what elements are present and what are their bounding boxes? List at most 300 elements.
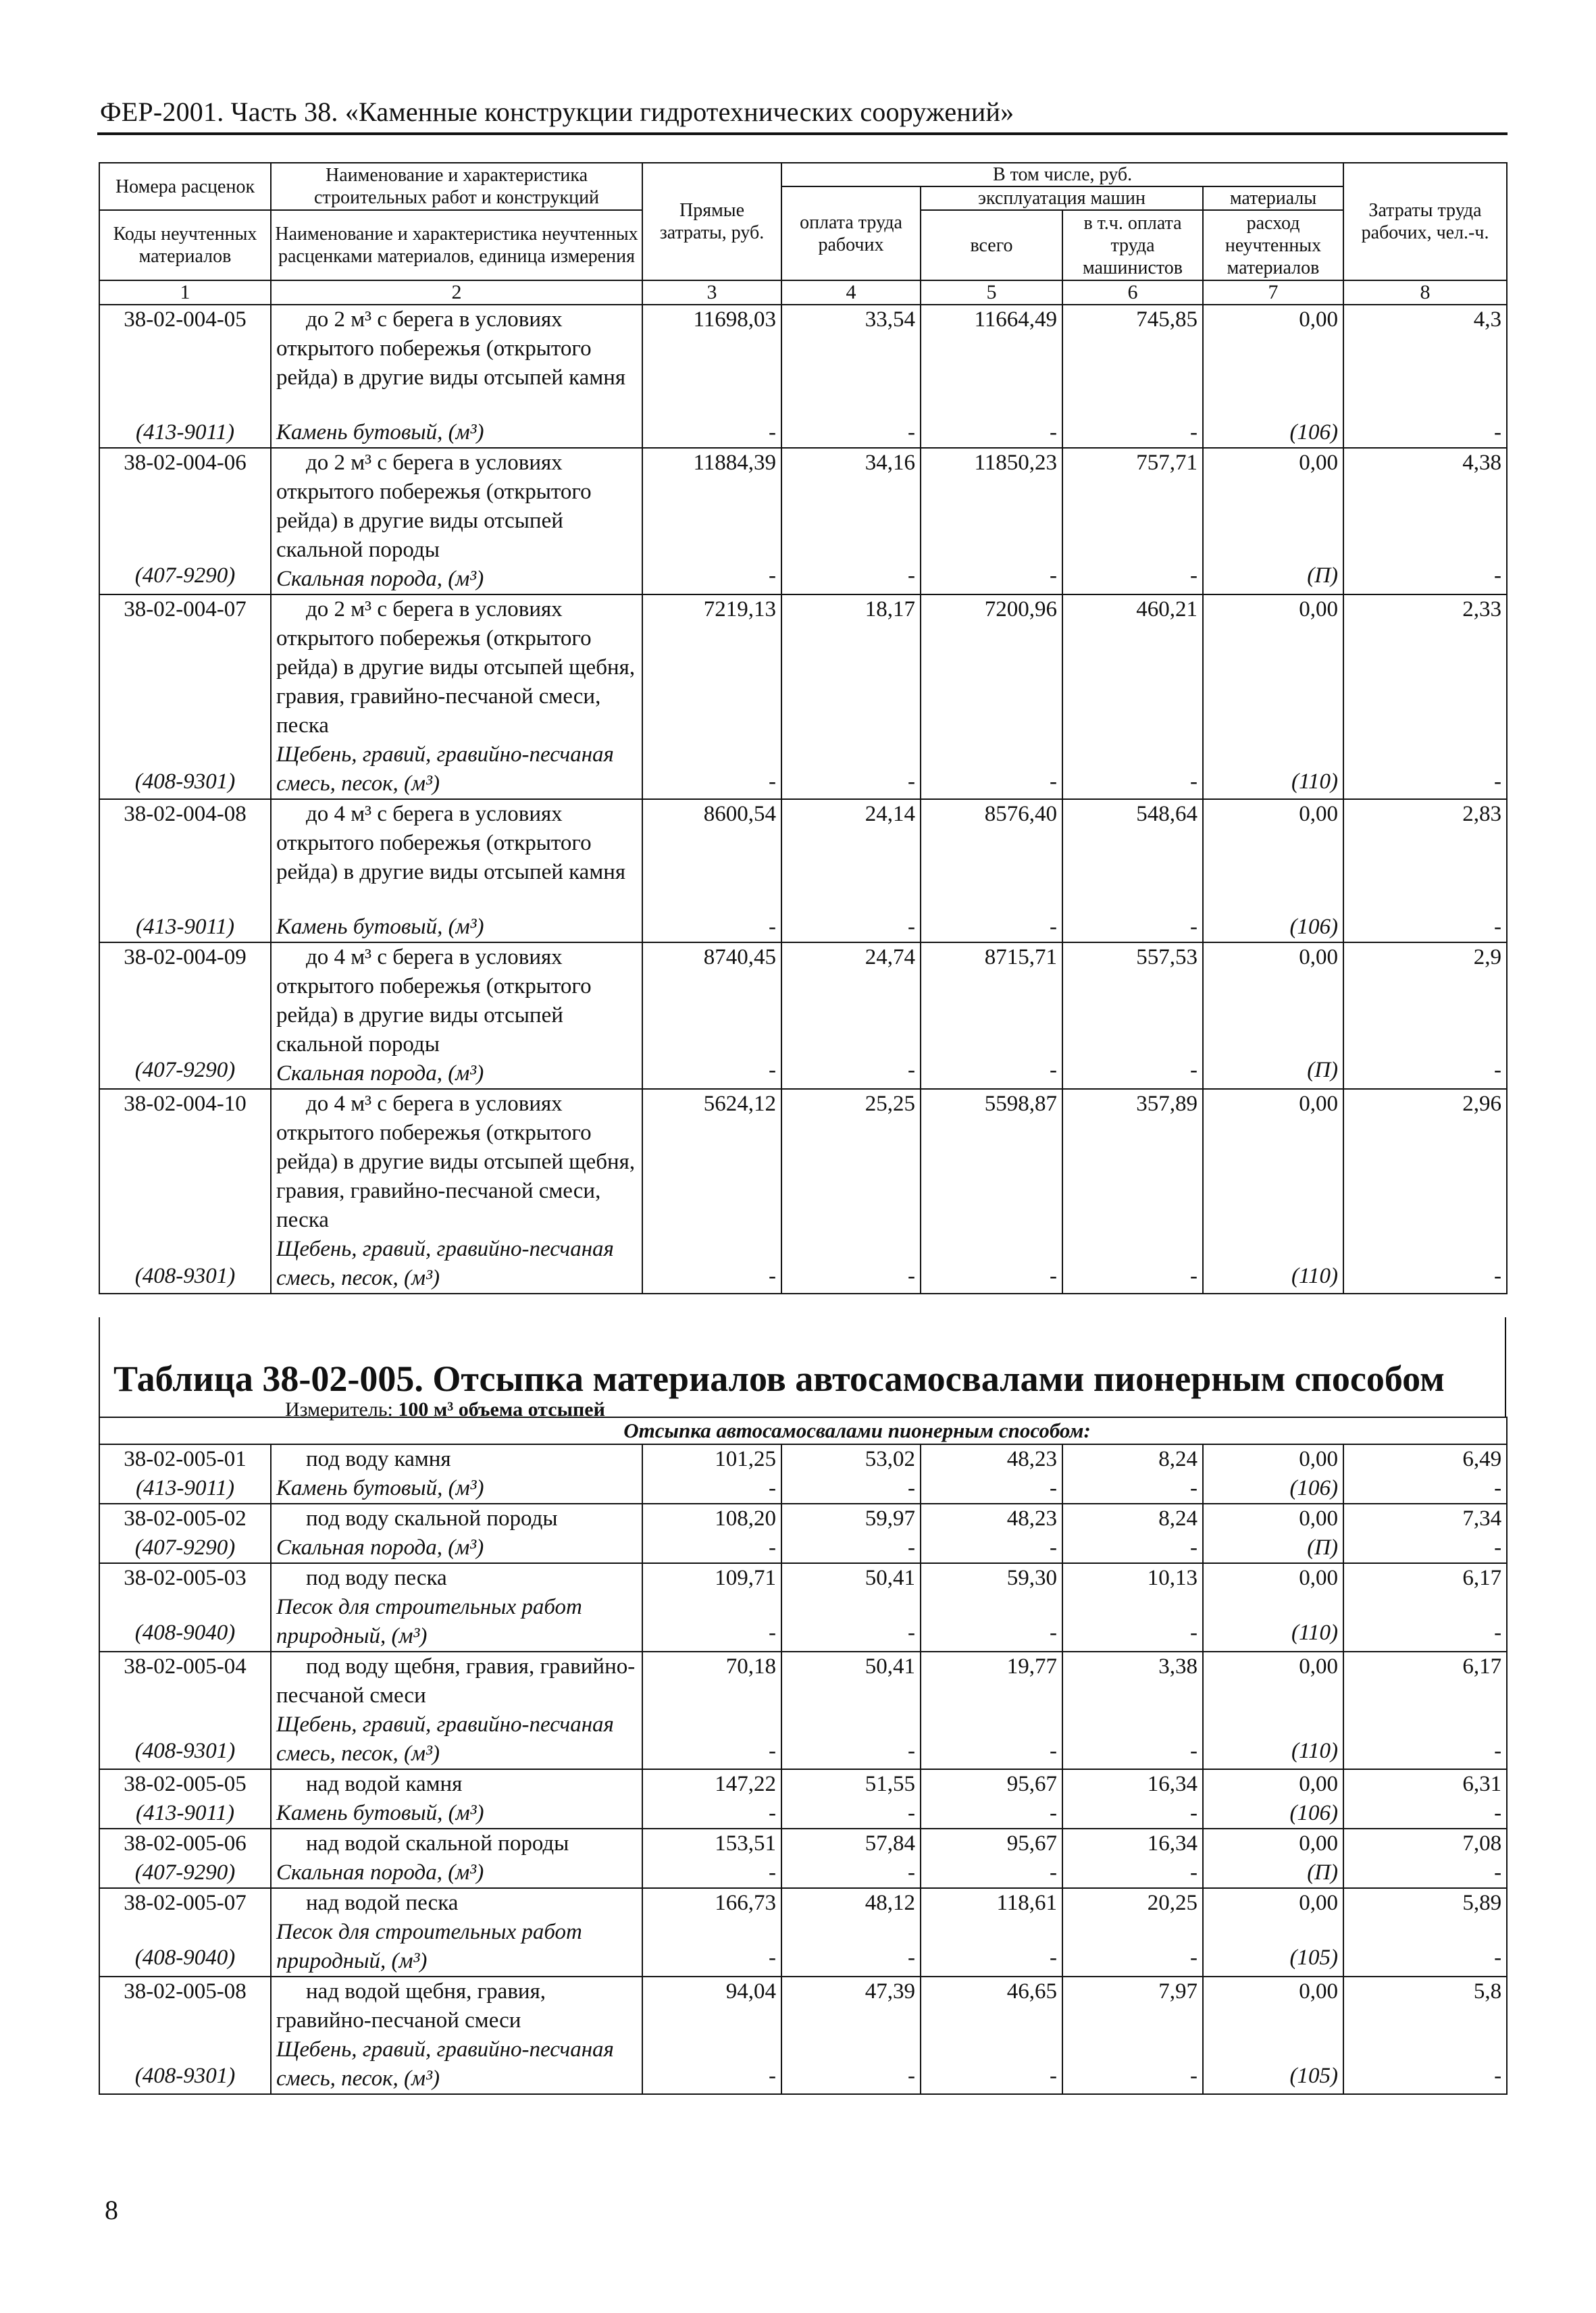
- machine-operators-cost: 8,24: [1158, 1447, 1198, 1471]
- rate-name-cell: [271, 1888, 642, 1977]
- dash: -: [908, 1860, 915, 1885]
- rate-row: [99, 799, 1507, 942]
- material-quantity: (106): [1289, 420, 1339, 444]
- machine-operators-cost-cell: [1062, 1769, 1203, 1829]
- rate-name: под воду камня: [306, 1447, 451, 1471]
- labor-cost-cell: [781, 594, 921, 799]
- labor-cost: 33,54: [865, 307, 915, 332]
- machines-total-cell: [921, 1504, 1062, 1563]
- rate-code: 38-02-005-07: [124, 1891, 247, 1915]
- rate-name-cell: [271, 1829, 642, 1888]
- labor-hours-cell: [1343, 1444, 1507, 1504]
- machine-operators-cost: 10,13: [1147, 1566, 1198, 1590]
- rate-code: 38-02-004-06: [124, 451, 247, 475]
- labor-hours: 4,3: [1473, 307, 1502, 332]
- labor-hours: 6,31: [1462, 1772, 1502, 1796]
- table-title: Таблица 38-02-005. Отсыпка материалов автосамосвалами пионерным способом: [113, 1358, 1445, 1399]
- direct-cost: 108,20: [715, 1506, 776, 1531]
- labor-cost-cell: [781, 942, 921, 1089]
- labor-cost: 57,84: [865, 1831, 915, 1856]
- material-name: Песок для строительных работ природный, (м³): [276, 1595, 582, 1648]
- labor-cost: 24,14: [865, 802, 915, 826]
- labor-hours: 4,38: [1462, 451, 1502, 475]
- machines-total: 8576,40: [984, 802, 1057, 826]
- machine-operators-cost: 357,89: [1136, 1092, 1198, 1116]
- dash: -: [908, 1801, 915, 1825]
- rate-name-cell: [271, 942, 642, 1089]
- dash: -: [908, 1535, 915, 1560]
- machine-operators-cost-cell: [1062, 1563, 1203, 1652]
- labor-cost: 25,25: [865, 1092, 915, 1116]
- labor-cost: 34,16: [865, 451, 915, 475]
- labor-cost-cell: [781, 1888, 921, 1977]
- rate-name-cell: [271, 1652, 642, 1769]
- dash: -: [1190, 915, 1198, 939]
- materials-cost: 0,00: [1299, 1831, 1338, 1856]
- material-quantity: (110): [1291, 1739, 1338, 1763]
- rate-name: до 2 м³ с берега в условиях открытого побережья (открытого рейда) в другие виды отсыпей камня: [276, 307, 626, 390]
- machines-total-cell: [921, 799, 1062, 942]
- machines-total: 11664,49: [974, 307, 1057, 332]
- direct-cost-cell: [642, 1504, 781, 1563]
- machines-total-cell: [921, 1652, 1062, 1769]
- rate-row: [99, 942, 1507, 1089]
- dash: -: [769, 420, 776, 444]
- machines-total-cell: [921, 1563, 1062, 1652]
- machine-operators-cost-cell: [1062, 799, 1203, 942]
- dash: -: [1050, 2064, 1057, 2088]
- labor-hours-cell: [1343, 594, 1507, 799]
- labor-cost-cell: [781, 1504, 921, 1563]
- machines-total: 48,23: [1006, 1506, 1057, 1531]
- dash: -: [1190, 1264, 1198, 1288]
- machine-operators-cost-cell: [1062, 1829, 1203, 1888]
- dash: -: [769, 1058, 776, 1082]
- dash: -: [1050, 563, 1057, 588]
- dash: -: [1190, 1739, 1198, 1763]
- dash: -: [1494, 915, 1502, 939]
- materials-header: материалы: [1203, 186, 1343, 210]
- labor-cost: 24,74: [865, 945, 915, 969]
- direct-cost-cell: [642, 942, 781, 1089]
- machine-operators-cost: 16,34: [1147, 1831, 1198, 1856]
- labor-hours: 2,9: [1473, 945, 1502, 969]
- machines-total: 118,61: [996, 1891, 1057, 1915]
- labor-cost-cell: [781, 448, 921, 594]
- material-code: (407-9290): [134, 1860, 236, 1885]
- dash: -: [1050, 1860, 1057, 1885]
- material-name: Щебень, гравий, гравийно-песчаная смесь, песок, (м³): [276, 742, 614, 796]
- material-name: Щебень, гравий, гравийно-песчаная смесь, песок, (м³): [276, 2037, 614, 2091]
- rate-code: 38-02-005-01: [124, 1447, 247, 1471]
- page-header: ФЕР-2001. Часть 38. «Каменные конструкции гидротехнических сооружений»: [100, 97, 1014, 127]
- rate-name: над водой скальной породы: [306, 1831, 569, 1856]
- rate-name: до 4 м³ с берега в условиях открытого побережья (открытого рейда) в другие виды отсыпей камня: [276, 802, 626, 884]
- dash: -: [1494, 1264, 1502, 1288]
- rate-code: 38-02-005-04: [124, 1654, 247, 1679]
- dash: -: [1050, 1535, 1057, 1560]
- dash: -: [1190, 2064, 1198, 2088]
- material-code: (407-9290): [134, 1535, 236, 1560]
- labor-hours-cell: [1343, 448, 1507, 594]
- dash: -: [769, 1801, 776, 1825]
- dash: -: [908, 1476, 915, 1500]
- rate-name-cell: [271, 594, 642, 799]
- labor-cost: 47,39: [865, 1979, 915, 2004]
- dash: -: [769, 1860, 776, 1885]
- rate-row: [99, 1444, 1507, 1504]
- rate-name-cell: [271, 1089, 642, 1294]
- material-code: (408-9040): [134, 1621, 236, 1645]
- materials-cost-cell: [1203, 1444, 1343, 1504]
- dash: -: [908, 1739, 915, 1763]
- machines-total-cell: [921, 1888, 1062, 1977]
- col3-header: Прямые затраты, руб.: [642, 163, 781, 280]
- dash: -: [1190, 1476, 1198, 1500]
- col1-header-bottom: Коды неучтенных материалов: [99, 210, 271, 280]
- materials-cost-cell: [1203, 1652, 1343, 1769]
- dash: -: [1494, 1621, 1502, 1645]
- machine-operators-cost: 16,34: [1147, 1772, 1198, 1796]
- dash: -: [769, 915, 776, 939]
- dash: -: [1190, 1621, 1198, 1645]
- material-quantity: (106): [1289, 915, 1339, 939]
- rate-code-cell: [99, 1652, 271, 1769]
- header-rule: [97, 132, 1508, 135]
- material-quantity: (110): [1291, 1621, 1338, 1645]
- labor-cost-cell: [781, 1652, 921, 1769]
- rate-name: под воду щебня, гравия, гравийно-песчаной смеси: [276, 1654, 636, 1708]
- dash: -: [908, 563, 915, 588]
- material-quantity: (106): [1289, 1476, 1338, 1500]
- col-number: 4: [781, 280, 921, 305]
- rate-code: 38-02-005-02: [124, 1506, 247, 1531]
- materials-cost-cell: [1203, 1888, 1343, 1977]
- materials-cost-cell: [1203, 305, 1343, 448]
- direct-cost-cell: [642, 1888, 781, 1977]
- rate-code: 38-02-005-06: [124, 1831, 247, 1856]
- labor-cost: 59,97: [865, 1506, 915, 1531]
- measure-label: Измеритель:: [285, 1398, 393, 1421]
- materials-cost: 0,00: [1299, 451, 1339, 475]
- dash: -: [1494, 1860, 1502, 1885]
- dash: -: [908, 1058, 915, 1082]
- rate-name: над водой песка: [306, 1891, 459, 1915]
- direct-cost: 5624,12: [703, 1092, 776, 1116]
- direct-cost-cell: [642, 799, 781, 942]
- machine-operators-cost: 548,64: [1136, 802, 1198, 826]
- machines-total-cell: [921, 305, 1062, 448]
- rates-table-38-02-004: [99, 162, 1508, 1294]
- rate-row: [99, 1888, 1507, 1977]
- dash: -: [1050, 1801, 1057, 1825]
- rate-name: до 2 м³ с берега в условиях открытого побережья (открытого рейда) в другие виды отсыпей щебня, гравия, гравийно-песчаной смеси, песка: [276, 597, 636, 738]
- direct-cost: 7219,13: [703, 597, 776, 621]
- labor-hours: 7,08: [1462, 1831, 1502, 1856]
- rate-code-cell: [99, 942, 271, 1089]
- dash: -: [1494, 1058, 1502, 1082]
- labor-cost-cell: [781, 1977, 921, 2094]
- dash: -: [769, 563, 776, 588]
- rate-name: под воду скальной породы: [306, 1506, 558, 1531]
- dash: -: [769, 1264, 776, 1288]
- machines-total-cell: [921, 594, 1062, 799]
- direct-cost-cell: [642, 1444, 781, 1504]
- dash: -: [1190, 420, 1198, 444]
- dash: -: [1190, 1860, 1198, 1885]
- material-name: Камень бутовый, (м³): [276, 1476, 484, 1500]
- materials-cost-cell: [1203, 1769, 1343, 1829]
- labor-cost: 50,41: [865, 1566, 915, 1590]
- col-number: 8: [1343, 280, 1507, 305]
- materials-cost-cell: [1203, 1829, 1343, 1888]
- rate-name-cell: [271, 1504, 642, 1563]
- dash: -: [769, 2064, 776, 2088]
- material-name: Щебень, гравий, гравийно-песчаная смесь, песок, (м³): [276, 1712, 614, 1766]
- rate-name: до 4 м³ с берега в условиях открытого побережья (открытого рейда) в другие виды отсыпей скальной породы: [276, 945, 592, 1057]
- dash: -: [1190, 1058, 1198, 1082]
- machine-operators-cost: 557,53: [1136, 945, 1198, 969]
- material-name: Камень бутовый, (м³): [276, 420, 484, 444]
- dash: -: [769, 1739, 776, 1763]
- materials-cost-cell: [1203, 448, 1343, 594]
- labor-hours-cell: [1343, 1563, 1507, 1652]
- rate-name: до 2 м³ с берега в условиях открытого побережья (открытого рейда) в другие виды отсыпей скальной породы: [276, 451, 592, 562]
- labor-hours: 7,34: [1462, 1506, 1502, 1531]
- material-code: (408-9040): [134, 1946, 236, 1970]
- labor-cost-cell: [781, 799, 921, 942]
- rate-code-cell: [99, 1829, 271, 1888]
- materials-cost: 0,00: [1299, 1447, 1338, 1471]
- dash: -: [908, 420, 915, 444]
- rate-name-cell: [271, 1769, 642, 1829]
- machines-total-cell: [921, 1444, 1062, 1504]
- rate-code: 38-02-004-05: [124, 307, 247, 332]
- material-name: Щебень, гравий, гравийно-песчаная смесь, песок, (м³): [276, 1237, 614, 1290]
- direct-cost-cell: [642, 1652, 781, 1769]
- direct-cost: 101,25: [715, 1447, 776, 1471]
- rate-name: под воду песка: [306, 1566, 447, 1590]
- rate-row: [99, 305, 1507, 448]
- rate-name-cell: [271, 1563, 642, 1652]
- labor-hours: 6,17: [1462, 1654, 1502, 1679]
- dash: -: [1494, 1476, 1502, 1500]
- direct-cost: 8740,45: [703, 945, 776, 969]
- rates-table-38-02-005: [99, 1417, 1508, 2095]
- direct-cost: 109,71: [715, 1566, 776, 1590]
- labor-cost: 50,41: [865, 1654, 915, 1679]
- col-number: 1: [99, 280, 271, 305]
- machine-operators-cost-cell: [1062, 448, 1203, 594]
- direct-cost-cell: [642, 1977, 781, 2094]
- direct-cost-cell: [642, 1563, 781, 1652]
- machines-total: 95,67: [1006, 1772, 1057, 1796]
- machines-header: эксплуатация машин: [921, 186, 1203, 210]
- rate-code: 38-02-004-07: [124, 597, 247, 621]
- rate-row: [99, 1504, 1507, 1563]
- dash: -: [1050, 1476, 1057, 1500]
- rate-row: [99, 1977, 1507, 2094]
- labor-hours: 2,96: [1462, 1092, 1502, 1116]
- material-quantity: (П): [1307, 1860, 1338, 1885]
- dash: -: [769, 1621, 776, 1645]
- machine-operators-cost-cell: [1062, 1089, 1203, 1294]
- rate-name-cell: [271, 1977, 642, 2094]
- labor-hours-cell: [1343, 1089, 1507, 1294]
- dash: -: [1050, 420, 1057, 444]
- section-title-text: Отсыпка автосамосвалами пионерным способом:: [623, 1419, 1091, 1442]
- dash: -: [1190, 1801, 1198, 1825]
- machines-total: 19,77: [1006, 1654, 1057, 1679]
- materials-cost: 0,00: [1299, 945, 1339, 969]
- material-name: Камень бутовый, (м³): [276, 1801, 484, 1825]
- materials-cost-cell: [1203, 1504, 1343, 1563]
- machine-operators-cost: 20,25: [1147, 1891, 1198, 1915]
- material-name: Скальная порода, (м³): [276, 1535, 484, 1560]
- material-code: (413-9011): [135, 1801, 235, 1825]
- direct-cost: 94,04: [725, 1979, 776, 2004]
- dash: -: [1050, 1621, 1057, 1645]
- col8-header: Затраты труда рабочих, чел.-ч.: [1343, 163, 1507, 280]
- direct-cost-cell: [642, 1089, 781, 1294]
- machine-operators-cost: 757,71: [1136, 451, 1198, 475]
- labor-cost-cell: [781, 1563, 921, 1652]
- material-quantity: (110): [1291, 769, 1339, 794]
- machine-operators-cost-cell: [1062, 1977, 1203, 2094]
- col5-header: всего: [921, 210, 1062, 280]
- material-code: (408-9301): [134, 1739, 236, 1763]
- materials-cost-cell: [1203, 1089, 1343, 1294]
- labor-hours-cell: [1343, 305, 1507, 448]
- dash: -: [1494, 563, 1502, 588]
- labor-cost: 53,02: [865, 1447, 915, 1471]
- rate-name: над водой щебня, гравия, гравийно-песчаной смеси: [276, 1979, 546, 2033]
- col-number: 7: [1203, 280, 1343, 305]
- machines-total-cell: [921, 448, 1062, 594]
- rate-row: [99, 1563, 1507, 1652]
- rate-code: 38-02-005-08: [124, 1979, 247, 2004]
- dash: -: [1050, 1946, 1057, 1970]
- material-code: (408-9301): [134, 1264, 236, 1288]
- labor-hours: 5,89: [1462, 1891, 1502, 1915]
- materials-cost: 0,00: [1299, 1092, 1339, 1116]
- machines-total-cell: [921, 1769, 1062, 1829]
- machines-total-cell: [921, 1089, 1062, 1294]
- rate-row: [99, 1089, 1507, 1294]
- material-code: (407-9290): [134, 1058, 236, 1082]
- dash: -: [769, 1535, 776, 1560]
- material-quantity: (110): [1291, 1264, 1339, 1288]
- materials-cost: 0,00: [1299, 1772, 1338, 1796]
- dash: -: [908, 915, 915, 939]
- labor-cost: 18,17: [865, 597, 915, 621]
- machine-operators-cost: 7,97: [1158, 1979, 1198, 2004]
- section-title: [99, 1417, 1507, 1444]
- materials-cost-cell: [1203, 1563, 1343, 1652]
- labor-cost-cell: [781, 1444, 921, 1504]
- direct-cost-cell: [642, 305, 781, 448]
- dash: -: [908, 1621, 915, 1645]
- dash: -: [769, 1946, 776, 1970]
- materials-cost: 0,00: [1299, 307, 1339, 332]
- dash: -: [1050, 769, 1057, 794]
- dash: -: [1190, 563, 1198, 588]
- machines-total-cell: [921, 942, 1062, 1089]
- dash: -: [1190, 1535, 1198, 1560]
- col2-header-bottom: Наименование и характеристика неучтенных расценками материалов, единица измерения: [271, 210, 642, 280]
- rate-name-cell: [271, 799, 642, 942]
- rate-code: 38-02-004-08: [124, 802, 247, 826]
- direct-cost-cell: [642, 448, 781, 594]
- direct-cost: 11698,03: [693, 307, 776, 332]
- material-name: Скальная порода, (м³): [276, 1860, 484, 1885]
- material-name: Песок для строительных работ природный, (м³): [276, 1920, 582, 1973]
- dash: -: [1050, 1739, 1057, 1763]
- rate-code: 38-02-005-03: [124, 1566, 247, 1590]
- material-quantity: (П): [1307, 1535, 1338, 1560]
- direct-cost: 147,22: [715, 1772, 776, 1796]
- materials-cost: 0,00: [1299, 1891, 1338, 1915]
- dash: -: [1494, 1535, 1502, 1560]
- labor-cost-cell: [781, 305, 921, 448]
- col2-header-top: Наименование и характеристика строительных работ и конструкций: [271, 163, 642, 210]
- materials-cost-cell: [1203, 594, 1343, 799]
- machine-operators-cost-cell: [1062, 1888, 1203, 1977]
- dash: -: [1050, 915, 1057, 939]
- rate-code-cell: [99, 1977, 271, 2094]
- labor-cost: 51,55: [865, 1772, 915, 1796]
- materials-cost-cell: [1203, 799, 1343, 942]
- machine-operators-cost-cell: [1062, 942, 1203, 1089]
- dash: -: [1050, 1058, 1057, 1082]
- labor-cost-cell: [781, 1829, 921, 1888]
- machines-total: 46,65: [1006, 1979, 1057, 2004]
- dash: -: [1494, 769, 1502, 794]
- material-quantity: (П): [1307, 563, 1339, 588]
- labor-hours-cell: [1343, 1769, 1507, 1829]
- dash: -: [908, 1946, 915, 1970]
- machine-operators-cost: 460,21: [1136, 597, 1198, 621]
- machines-total: 7200,96: [984, 597, 1057, 621]
- labor-cost-cell: [781, 1769, 921, 1829]
- rate-code: 38-02-004-10: [124, 1092, 247, 1116]
- labor-hours-cell: [1343, 1504, 1507, 1563]
- dash: -: [1494, 420, 1502, 444]
- group-header: В том числе, руб.: [781, 163, 1343, 186]
- rate-name: до 4 м³ с берега в условиях открытого побережья (открытого рейда) в другие виды отсыпей щебня, гравия, гравийно-песчаной смеси, песка: [276, 1092, 636, 1232]
- dash: -: [1190, 1946, 1198, 1970]
- materials-cost: 0,00: [1299, 1654, 1338, 1679]
- machine-operators-cost-cell: [1062, 1652, 1203, 1769]
- machine-operators-cost-cell: [1062, 1444, 1203, 1504]
- material-quantity: (105): [1289, 2064, 1338, 2088]
- machines-total: 8715,71: [984, 945, 1057, 969]
- rate-row: [99, 1769, 1507, 1829]
- rate-row: [99, 448, 1507, 594]
- dash: -: [1494, 2064, 1502, 2088]
- rate-name-cell: [271, 1444, 642, 1504]
- machine-operators-cost: 8,24: [1158, 1506, 1198, 1531]
- machines-total-cell: [921, 1829, 1062, 1888]
- rate-code-cell: [99, 448, 271, 594]
- dash: -: [769, 769, 776, 794]
- labor-hours: 2,33: [1462, 597, 1502, 621]
- direct-cost: 8600,54: [703, 802, 776, 826]
- material-code: (407-9290): [134, 563, 236, 588]
- dash: -: [908, 2064, 915, 2088]
- labor-hours-cell: [1343, 1652, 1507, 1769]
- col-number: 6: [1062, 280, 1203, 305]
